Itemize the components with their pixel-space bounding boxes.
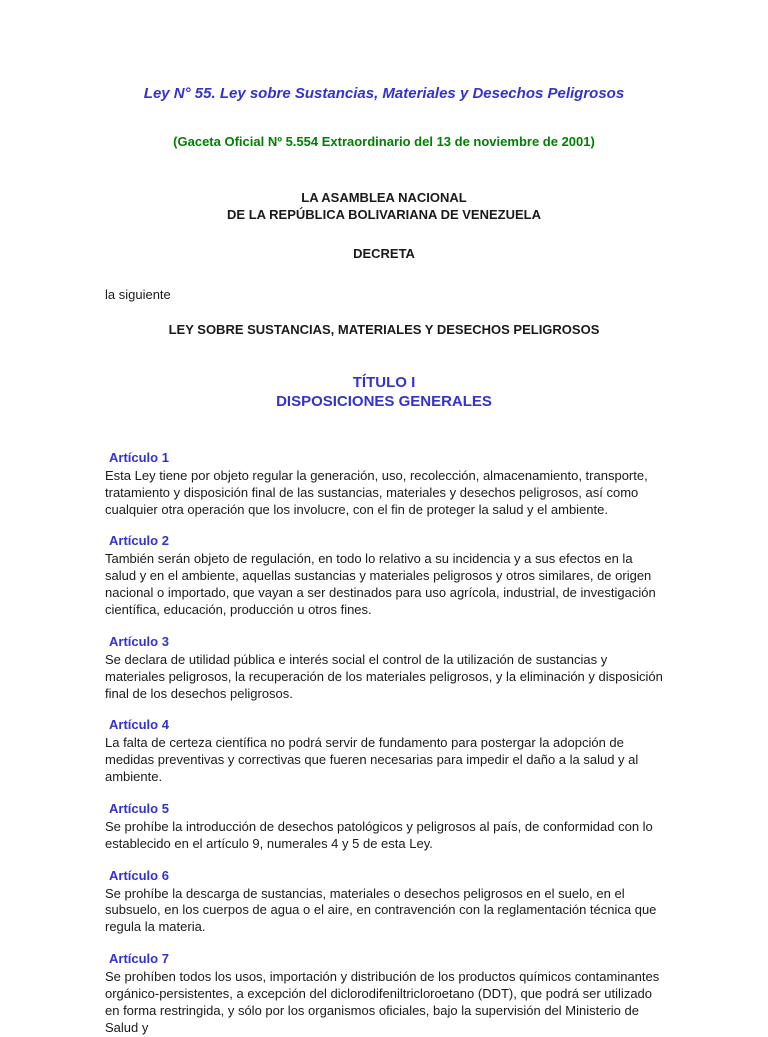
article-7 — [105, 951, 663, 1036]
law-name-line: LEY SOBRE SUSTANCIAS, MATERIALES Y DESECHOS PELIGROSOS — [168, 321, 600, 337]
article-heading: Artículo 4 — [109, 717, 169, 733]
article-heading: Artículo 1 — [109, 449, 169, 465]
article-heading: Artículo 6 — [109, 867, 169, 883]
article-body: Esta Ley tiene por objeto regular la generación, uso, recolección, almacenamiento, transporte, tratamiento y disposición final de las sustancias, materiales y desechos peligrosos, así como cualquier otra operación que los involucre, con el fin de proteger la salud y el ambiente. — [105, 467, 648, 517]
article-heading: Artículo 2 — [109, 533, 169, 549]
article-heading: Artículo 5 — [109, 800, 169, 816]
decreta-line: DECRETA — [353, 246, 415, 262]
article-4 — [105, 717, 663, 786]
article-6 — [105, 868, 663, 937]
article-body: Se declara de utilidad pública e interés social el control de la utilización de sustancias y materiales peligrosos, la recuperación de los materiales peligrosos, y la eliminación y disposición final de los desechos peligrosos. — [105, 651, 663, 701]
article-heading: Artículo 3 — [109, 633, 169, 649]
article-body: Se prohíbe la introducción de desechos patológicos y peligrosos al país, de conformidad con lo establecido en el artículo 9, numerales 4 y 5 de esta Ley. — [105, 818, 653, 851]
article-5 — [105, 801, 663, 853]
titulo-heading: TÍTULO I — [352, 373, 416, 391]
issuing-body-line1: LA ASAMBLEA NACIONAL — [301, 190, 467, 206]
la-siguiente-line: la siguiente — [105, 287, 171, 303]
article-body: Se prohíbe la descarga de sustancias, materiales o desechos peligrosos en el suelo, en el subsuelo, en los cuerpos de agua o el aire, en contravención con la reglamentación técnica que regula la materia. — [105, 885, 657, 935]
gaceta-oficial-line: (Gaceta Oficial Nº 5.554 Extraordinario del 13 de noviembre de 2001) — [173, 133, 595, 149]
article-heading: Artículo 7 — [109, 951, 169, 967]
article-3 — [105, 634, 663, 703]
article-body: También serán objeto de regulación, en todo lo relativo a su incidencia y a sus efectos en la salud y en el ambiente, aquellas sustancias y materiales peligrosos y otros similares, de origen nacional o importado, que vayan a ser destinados para uso agrícola, industrial, de investigación científica, educación, producción u otros fines. — [105, 551, 656, 617]
article-body: La falta de certeza científica no podrá servir de fundamento para postergar la adopción de medidas preventivas y correctivas que fueren necesarias para impedir el daño a la salud y al ambiente. — [105, 735, 639, 785]
document-title: Ley N° 55. Ley sobre Sustancias, Materiales y Desechos Peligrosos — [143, 85, 625, 102]
issuing-body-block — [105, 190, 663, 224]
article-2 — [105, 533, 663, 618]
issuing-body-line2: DE LA REPÚBLICA BOLIVARIANA DE VENEZUELA — [227, 207, 541, 223]
titulo-subheading: DISPOSICIONES GENERALES — [276, 393, 492, 411]
titulo-block — [105, 373, 663, 412]
article-body: Se prohíben todos los usos, importación y distribución de los productos químicos contaminantes orgánico-persistentes, a excepción del diclorodifeniltricloroetano (DDT), que podrá ser utilizado en forma restringida, y sólo por los organismos oficiales, bajo la supervisión del Ministerio de Salud y — [105, 969, 660, 1035]
article-1 — [105, 450, 663, 519]
